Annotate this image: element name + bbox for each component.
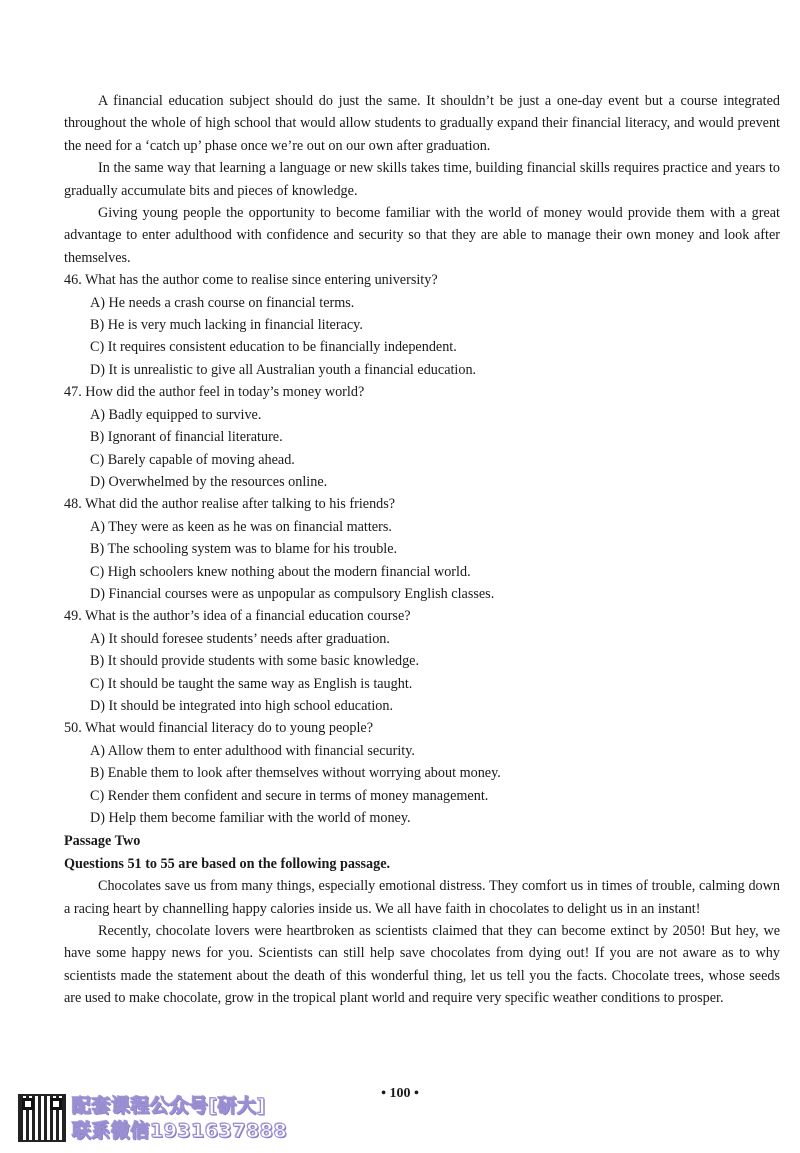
question-47 (64, 381, 780, 493)
question-stem: 48. What did the author realise after talking to his friends? (64, 496, 396, 513)
answer-option: B) The schooling system was to blame for his trouble. (90, 541, 398, 558)
promo-line-contact: 联系微信1931637888 (72, 1120, 288, 1142)
answer-option: A) He needs a crash course on financial terms. (90, 294, 355, 311)
question-46 (64, 269, 780, 381)
question-stem: 49. What is the author’s idea of a financial education course? (64, 608, 411, 625)
passage-two-paragraph: Chocolates save us from many things, especially emotional distress. They comfort us in times of trouble, calming down a racing heart by channelling happy calories inside us. We all have faith in chocolates to delight us in an instant! (64, 878, 780, 917)
passage-one-paragraph: A financial education subject should do just the same. It shouldn’t be just a one-day event but a course integrated throughout the whole of high school that would allow students to gradually expand their financial literacy, and would prevent the need for a ‘catch up’ phase once we’re out on our own after graduation. (64, 93, 780, 154)
answer-option: C) High schoolers knew nothing about the modern financial world. (90, 563, 471, 580)
answer-option: B) Ignorant of financial literature. (90, 429, 283, 446)
answer-option: D) Financial courses were as unpopular as compulsory English classes. (90, 585, 495, 602)
passage-two-paragraph: Recently, chocolate lovers were heartbroken as scientists claimed that they can become extinct by 2050! But hey, we have some happy news for you. Scientists can still help save chocolates from dying out! If you are not aware as to why scientists made the statement about the death of this wonderful thing, let us tell you the facts. Chocolate trees, whose seeds are used to make chocolate, grow in the tropical plant world and require very specific weather conditions to prosper. (64, 923, 780, 1007)
page-body (64, 90, 780, 1010)
answer-option: B) It should provide students with some basic knowledge. (90, 653, 420, 670)
answer-option: A) Badly equipped to survive. (90, 406, 262, 423)
passage-one-paragraph: Giving young people the opportunity to become familiar with the world of money would provide them with a great advantage to enter adulthood with confidence and security so that they are able to manage their own money and look after themselves. (64, 205, 780, 266)
passage-one-paragraph: In the same way that learning a language or new skills takes time, building financial skills requires practice and years to gradually accumulate bits and pieces of knowledge. (64, 160, 780, 199)
question-stem: 47. How did the author feel in today’s money world? (64, 384, 365, 401)
qr-code-icon (18, 1094, 66, 1142)
answer-option: B) Enable them to look after themselves without worrying about money. (90, 765, 501, 782)
answer-option: D) Overwhelmed by the resources online. (90, 473, 328, 490)
answer-option: A) They were as keen as he was on financial matters. (90, 518, 392, 535)
answer-option: B) He is very much lacking in financial literacy. (90, 317, 363, 334)
answer-option: A) Allow them to enter adulthood with financial security. (90, 742, 415, 759)
answer-option: C) It should be taught the same way as English is taught. (90, 675, 413, 692)
answer-option: C) Barely capable of moving ahead. (90, 451, 295, 468)
passage-two-instruction: Questions 51 to 55 are based on the following passage. (64, 855, 391, 872)
answer-option: C) It requires consistent education to be financially independent. (90, 339, 457, 356)
answer-option: D) It should be integrated into high school education. (90, 697, 393, 714)
answer-option: A) It should foresee students’ needs after graduation. (90, 630, 390, 647)
question-48 (64, 493, 780, 605)
promo-watermark (18, 1094, 318, 1146)
answer-option: D) It is unrealistic to give all Australian youth a financial education. (90, 361, 477, 378)
question-50 (64, 717, 780, 829)
question-stem: 46. What has the author come to realise since entering university? (64, 272, 438, 289)
page-number: • 100 • (381, 1086, 419, 1101)
question-49 (64, 605, 780, 717)
answer-option: D) Help them become familiar with the world of money. (90, 810, 411, 826)
promo-line-account: 配套课程公众号[研大] (72, 1095, 266, 1117)
question-stem: 50. What would financial literacy do to young people? (64, 720, 374, 737)
answer-option: C) Render them confident and secure in terms of money management. (90, 787, 489, 804)
passage-two-heading: Passage Two (64, 833, 141, 850)
